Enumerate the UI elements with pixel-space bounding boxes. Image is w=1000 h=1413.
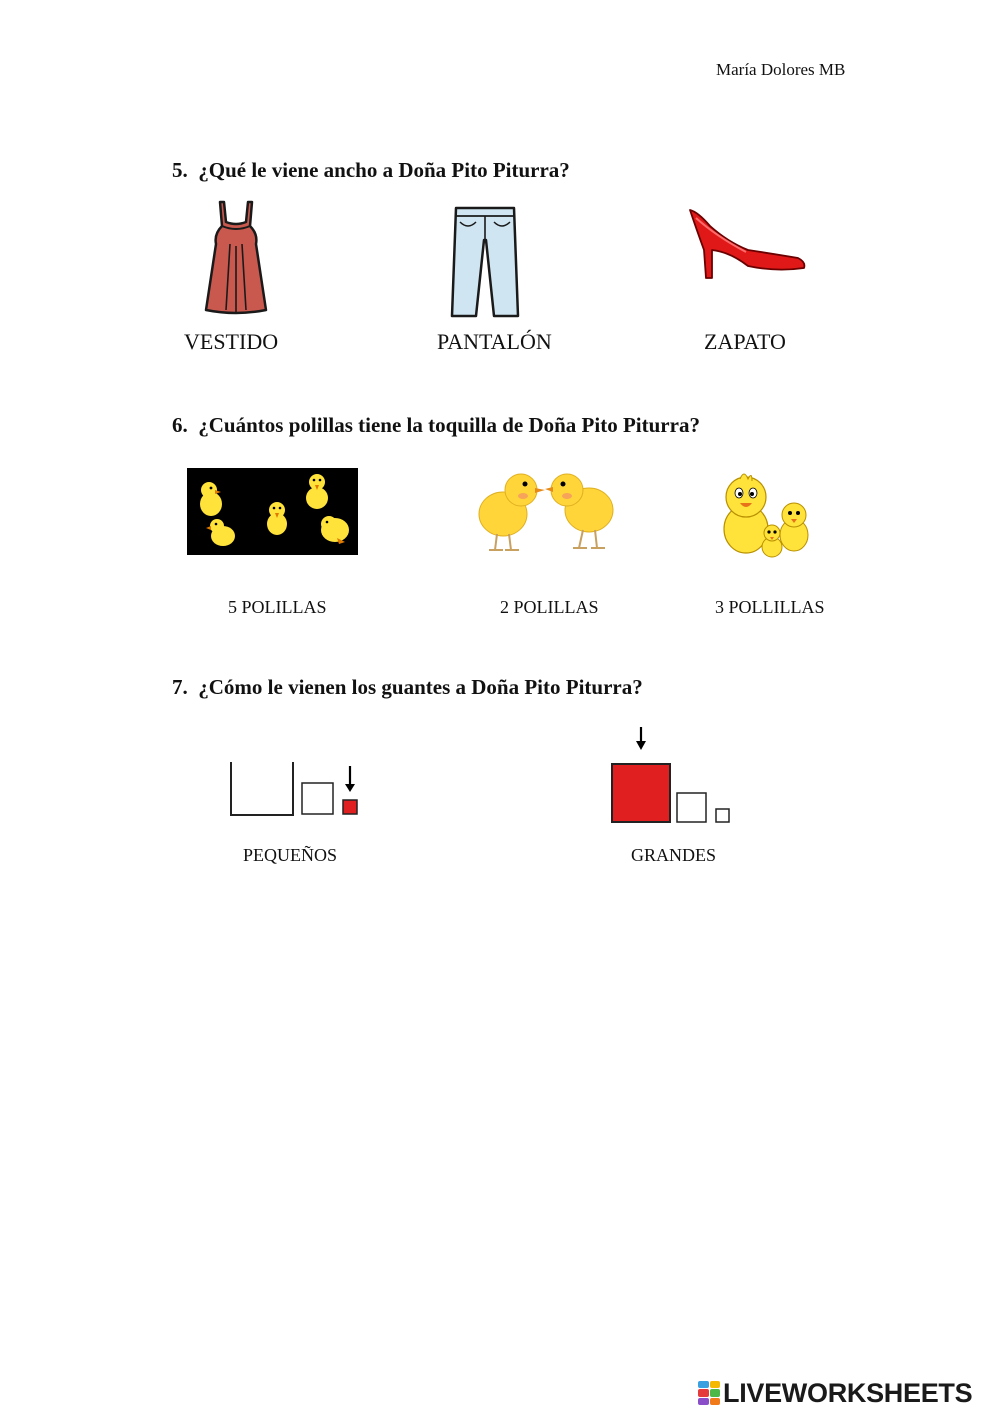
question-6-number: 6. bbox=[172, 413, 188, 437]
option-zapato[interactable] bbox=[686, 206, 810, 282]
question-6-text: ¿Cuántos polillas tiene la toquilla de Doña Pito Piturra? bbox=[198, 413, 700, 437]
chick-right bbox=[545, 474, 613, 548]
option-2-polillas-label: 2 POLILLAS bbox=[500, 597, 599, 617]
option-2-polillas[interactable] bbox=[475, 470, 617, 556]
option-pequenos[interactable] bbox=[229, 762, 361, 818]
shoe-icon bbox=[686, 206, 810, 282]
chick-small bbox=[762, 525, 782, 557]
question-7-text: ¿Cómo le vienen los guantes a Doña Pito Piturra? bbox=[198, 675, 643, 699]
dress-icon bbox=[200, 198, 272, 318]
five-chicks-image bbox=[187, 468, 358, 555]
option-zapato-label: ZAPATO bbox=[704, 329, 786, 354]
option-grandes[interactable] bbox=[609, 727, 733, 825]
question-7-number: 7. bbox=[172, 675, 188, 699]
option-pequenos-label: PEQUEÑOS bbox=[243, 845, 338, 865]
chick-medium bbox=[780, 503, 808, 551]
question-5 bbox=[172, 158, 570, 183]
small-size-icon bbox=[229, 762, 361, 818]
option-5-polillas-label: 5 POLILLAS bbox=[228, 597, 327, 617]
question-6 bbox=[172, 413, 700, 438]
option-vestido-label: VESTIDO bbox=[184, 329, 279, 354]
option-pantalon-label: PANTALÓN bbox=[437, 329, 552, 354]
three-chicks-image bbox=[716, 471, 816, 565]
large-size-icon bbox=[609, 727, 733, 825]
pants-icon bbox=[448, 204, 522, 320]
option-5-polillas[interactable] bbox=[187, 468, 358, 555]
liveworksheets-logo[interactable] bbox=[698, 1378, 972, 1408]
option-vestido[interactable] bbox=[200, 198, 272, 318]
author-name: María Dolores MB bbox=[716, 60, 846, 79]
option-grandes-label: GRANDES bbox=[631, 845, 717, 865]
question-5-text: ¿Qué le viene ancho a Doña Pito Piturra? bbox=[198, 158, 570, 182]
option-3-pollillas[interactable] bbox=[716, 471, 816, 565]
logo-mark-icon bbox=[698, 1381, 720, 1405]
option-3-pollillas-label: 3 POLLILLAS bbox=[715, 597, 825, 617]
question-7 bbox=[172, 675, 643, 700]
chick-left bbox=[479, 474, 545, 550]
option-pantalon[interactable] bbox=[448, 204, 522, 320]
question-5-number: 5. bbox=[172, 158, 188, 182]
chick-big bbox=[724, 474, 768, 553]
logo-text: LIVEWORKSHEETS bbox=[723, 1377, 973, 1408]
two-chicks-image bbox=[475, 470, 617, 556]
